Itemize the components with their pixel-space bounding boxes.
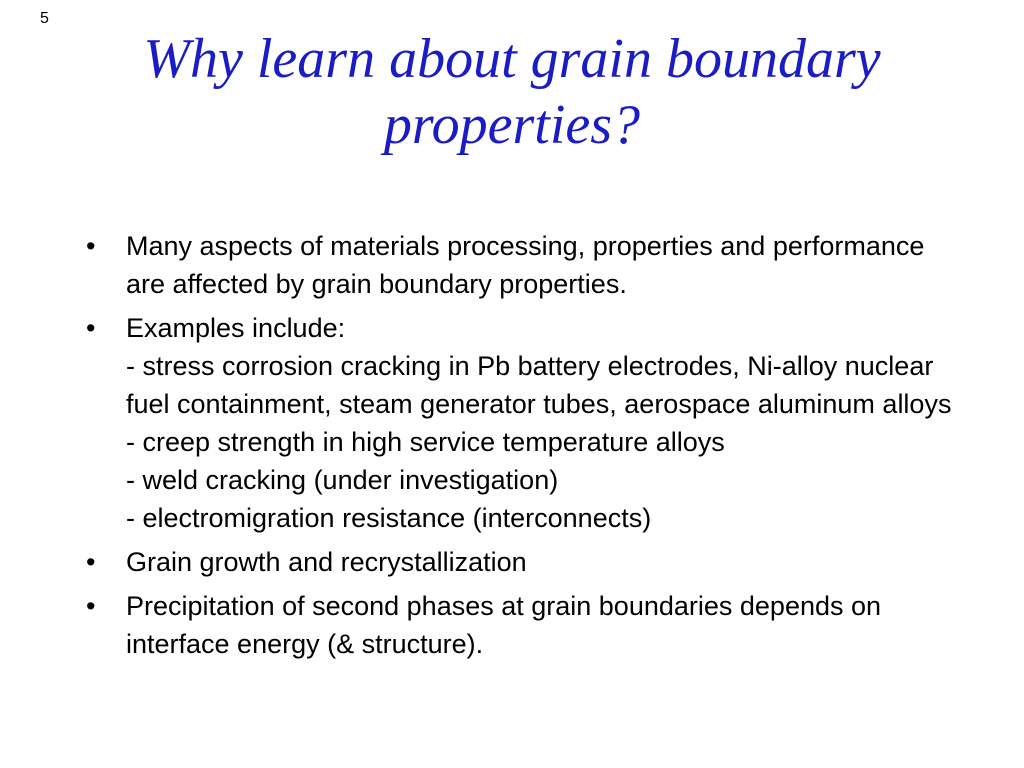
- bullet-text: Precipitation of second phases at grain boundaries depends on interface energy (& structure).: [126, 591, 882, 659]
- bullet-marker: •: [86, 547, 96, 577]
- example-line: - weld cracking (under investigation): [126, 465, 559, 495]
- bullet-marker: •: [86, 231, 96, 261]
- bullet-item: [86, 587, 966, 663]
- bullet-item: [86, 227, 966, 303]
- bullet-text: Grain growth and recrystallization: [126, 547, 527, 577]
- example-line: - stress corrosion cracking in Pb battery electrodes, Ni-alloy nuclear fuel containment, steam generator tubes, aerospace aluminum alloys: [126, 351, 952, 419]
- bullet-marker: •: [86, 313, 96, 343]
- slide-number: 5: [40, 10, 49, 27]
- bullet-text: Many aspects of materials processing, properties and performance are affected by grain boundary properties.: [126, 231, 925, 299]
- bullet-marker: •: [86, 591, 96, 621]
- bullet-list: [86, 227, 966, 669]
- bullet-body: [126, 309, 966, 537]
- bullet-item: [86, 309, 966, 537]
- example-line: - creep strength in high service temperature alloys: [126, 427, 725, 457]
- bullet-item: [86, 543, 966, 581]
- slide-title: Why learn about grain boundary properties?: [143, 28, 881, 156]
- example-line: - electromigration resistance (interconnects): [126, 503, 652, 533]
- bullet-text: Examples include:: [126, 313, 346, 343]
